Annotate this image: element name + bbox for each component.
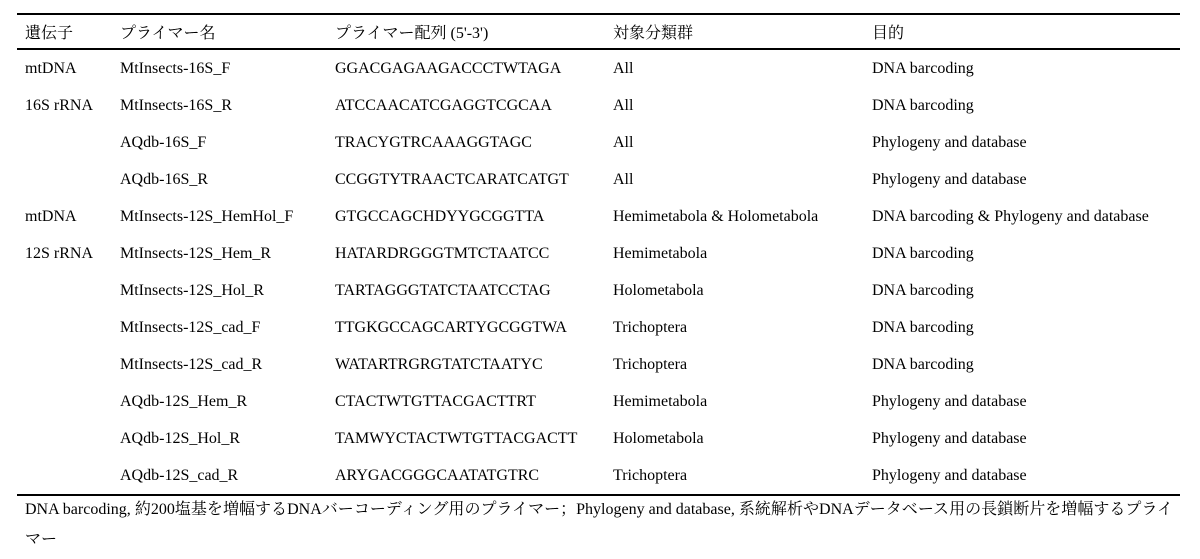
cell-gene: mtDNA: [25, 59, 77, 77]
cell-purpose: DNA barcoding: [872, 244, 974, 262]
cell-target-taxa: All: [613, 96, 634, 114]
cell-purpose: Phylogeny and database: [872, 466, 1027, 484]
cell-primer-sequence: ATCCAACATCGAGGTCGCAA: [335, 96, 552, 114]
cell-target-taxa: All: [613, 170, 634, 188]
cell-target-taxa: Holometabola: [613, 281, 704, 299]
cell-target-taxa: Hemimetabola & Holometabola: [613, 207, 819, 225]
cell-primer-name: AQdb-16S_R: [120, 170, 209, 188]
table-body: [17, 50, 1180, 494]
cell-purpose: Phylogeny and database: [872, 392, 1027, 410]
table-row: [17, 420, 1180, 457]
table-footnote: DNA barcoding, 約200塩基を増幅するDNAバーコーディング用のプライマー；Phylogeny and database, 系統解析やDNAデータベース用の長鎖断片を増幅するプライマー: [25, 501, 1173, 548]
cell-primer-sequence: GTGCCAGCHDYYGCGGTTA: [335, 207, 545, 225]
table-row: [17, 309, 1180, 346]
cell-purpose: DNA barcoding: [872, 355, 974, 373]
cell-gene: 16S rRNA: [25, 96, 94, 114]
cell-purpose: DNA barcoding: [872, 281, 974, 299]
cell-primer-name: MtInsects-12S_Hem_R: [120, 244, 272, 262]
cell-primer-sequence: CCGGTYTRAACTCARATCATGT: [335, 170, 569, 188]
cell-primer-sequence: WATARTRGRGTATCTAATYC: [335, 355, 543, 373]
column-header-primer-name: プライマー名: [120, 25, 216, 42]
table-row: [17, 87, 1180, 124]
cell-target-taxa: Trichoptera: [613, 355, 688, 373]
cell-primer-name: AQdb-16S_F: [120, 133, 207, 151]
table-row: [17, 383, 1180, 420]
cell-primer-name: MtInsects-12S_cad_F: [120, 318, 261, 336]
cell-primer-name: MtInsects-12S_cad_R: [120, 355, 263, 373]
cell-primer-name: MtInsects-16S_F: [120, 59, 231, 77]
cell-primer-name: AQdb-12S_Hol_R: [120, 429, 241, 447]
table-row: [17, 198, 1180, 235]
cell-primer-name: AQdb-12S_cad_R: [120, 466, 239, 484]
cell-primer-sequence: TARTAGGGTATCTAATCCTAG: [335, 281, 551, 299]
column-header-purpose: 目的: [872, 25, 905, 42]
cell-target-taxa: Trichoptera: [613, 318, 688, 336]
table-header-row: [17, 15, 1180, 50]
cell-purpose: DNA barcoding: [872, 59, 974, 77]
table-row: [17, 457, 1180, 494]
cell-gene: mtDNA: [25, 207, 77, 225]
cell-target-taxa: Trichoptera: [613, 466, 688, 484]
cell-primer-name: AQdb-12S_Hem_R: [120, 392, 248, 410]
cell-purpose: DNA barcoding: [872, 318, 974, 336]
cell-purpose: DNA barcoding & Phylogeny and database: [872, 207, 1149, 225]
cell-primer-sequence: TAMWYCTACTWTGTTACGACTT: [335, 429, 578, 447]
cell-primer-name: MtInsects-12S_Hol_R: [120, 281, 264, 299]
cell-target-taxa: Holometabola: [613, 429, 704, 447]
table-row: [17, 124, 1180, 161]
table-row: [17, 272, 1180, 309]
cell-primer-name: MtInsects-16S_R: [120, 96, 232, 114]
cell-primer-sequence: ARYGACGGGCAATATGTRC: [335, 466, 540, 484]
table-row: [17, 50, 1180, 87]
table-row: [17, 161, 1180, 198]
cell-primer-sequence: CTACTWTGTTACGACTTRT: [335, 392, 536, 410]
cell-primer-name: MtInsects-12S_HemHol_F: [120, 207, 294, 225]
table-row: [17, 346, 1180, 383]
primer-table: [17, 13, 1180, 496]
cell-primer-sequence: GGACGAGAAGACCCTWTAGA: [335, 59, 562, 77]
cell-target-taxa: Hemimetabola: [613, 244, 708, 262]
cell-primer-sequence: HATARDRGGGTMTCTAATCC: [335, 244, 550, 262]
cell-target-taxa: All: [613, 59, 634, 77]
cell-target-taxa: All: [613, 133, 634, 151]
cell-primer-sequence: TRACYGTRCAAAGGTAGC: [335, 133, 532, 151]
column-header-primer-sequence: プライマー配列 (5'-3'): [335, 25, 489, 42]
cell-purpose: Phylogeny and database: [872, 170, 1027, 188]
column-header-target-taxa: 対象分類群: [613, 25, 694, 42]
cell-purpose: DNA barcoding: [872, 96, 974, 114]
table-row: [17, 235, 1180, 272]
cell-primer-sequence: TTGKGCCAGCARTYGCGGTWA: [335, 318, 567, 336]
cell-gene: 12S rRNA: [25, 244, 94, 262]
column-header-gene: 遺伝子: [25, 25, 74, 42]
cell-purpose: Phylogeny and database: [872, 429, 1027, 447]
cell-target-taxa: Hemimetabola: [613, 392, 708, 410]
cell-purpose: Phylogeny and database: [872, 133, 1027, 151]
